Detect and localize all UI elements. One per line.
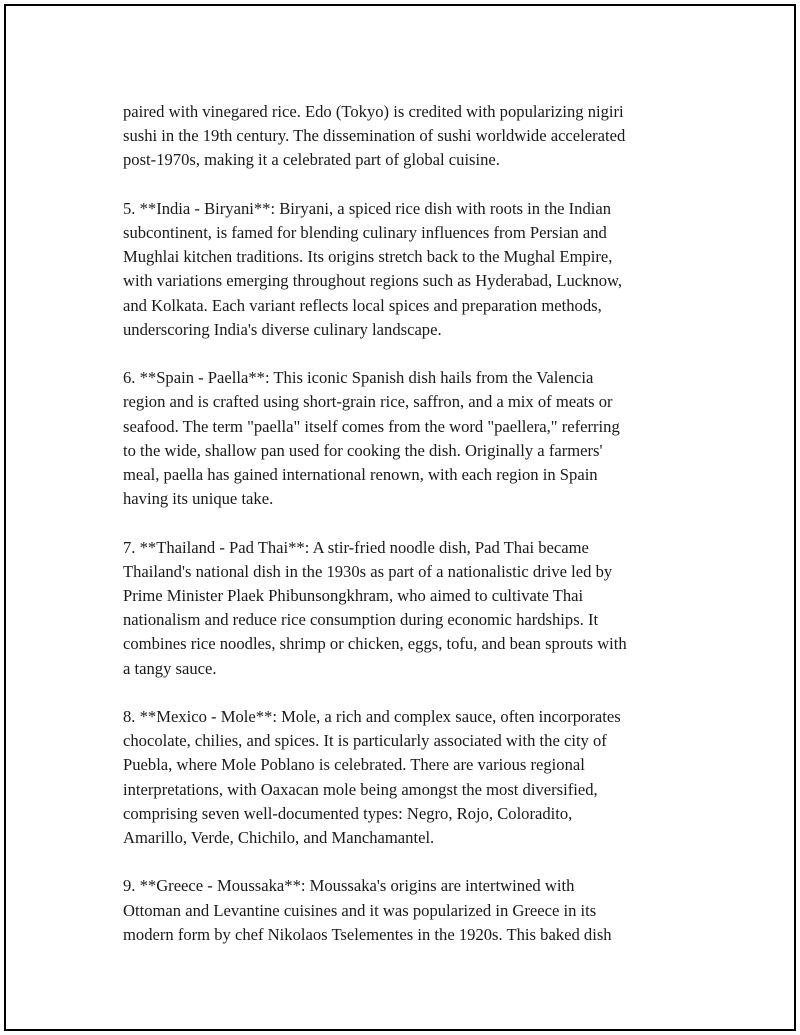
text-line: modern form by chef Nikolaos Tselementes in the 1920s. This baked dish bbox=[123, 924, 612, 944]
paragraph-sushi-continued bbox=[123, 100, 693, 173]
text-line: Mughlai kitchen traditions. Its origins stretch back to the Mughal Empire, bbox=[123, 247, 613, 267]
text-line: Prime Minister Plaek Phibunsongkhram, who aimed to cultivate Thai bbox=[123, 586, 584, 606]
paragraph-india-biryani bbox=[123, 197, 693, 342]
text-line: interpretations, with Oaxacan mole being amongst the most diversified, bbox=[123, 779, 598, 799]
document-body bbox=[123, 100, 693, 971]
text-line: comprising seven well-documented types: Negro, Rojo, Coloradito, bbox=[123, 803, 573, 823]
text-line: a tangy sauce. bbox=[123, 658, 217, 678]
text-line: Ottoman and Levantine cuisines and it was popularized in Greece in its bbox=[123, 900, 597, 920]
text-line: having its unique take. bbox=[123, 489, 274, 509]
text-line: post-1970s, making it a celebrated part of global cuisine. bbox=[123, 150, 500, 170]
text-line: seafood. The term "paella" itself comes from the word "paellera," referring bbox=[123, 416, 620, 436]
text-line: with variations emerging throughout regions such as Hyderabad, Lucknow, bbox=[123, 271, 623, 291]
text-line: to the wide, shallow pan used for cooking the dish. Originally a farmers' bbox=[123, 440, 603, 460]
text-line: chocolate, chilies, and spices. It is particularly associated with the city of bbox=[123, 731, 607, 751]
paragraph-spain-paella bbox=[123, 366, 693, 511]
text-line: nationalism and reduce rice consumption during economic hardships. It bbox=[123, 610, 599, 630]
text-line: Amarillo, Verde, Chichilo, and Manchamantel. bbox=[123, 828, 435, 848]
text-line: combines rice noodles, shrimp or chicken, eggs, tofu, and bean sprouts with bbox=[123, 634, 627, 654]
text-line: 5. **India - Biryani**: Biryani, a spiced rice dish with roots in the Indian bbox=[123, 198, 612, 218]
paragraph-mexico-mole bbox=[123, 705, 693, 850]
text-line: Puebla, where Mole Poblano is celebrated. There are various regional bbox=[123, 755, 585, 775]
text-line: and Kolkata. Each variant reflects local spices and preparation methods, bbox=[123, 295, 602, 315]
text-line: Thailand's national dish in the 1930s as part of a nationalistic drive led by bbox=[123, 561, 613, 581]
text-line: 8. **Mexico - Mole**: Mole, a rich and complex sauce, often incorporates bbox=[123, 707, 621, 727]
text-line: 6. **Spain - Paella**: This iconic Spanish dish hails from the Valencia bbox=[123, 368, 594, 388]
text-line: region and is crafted using short-grain rice, saffron, and a mix of meats or bbox=[123, 392, 613, 412]
page-frame bbox=[4, 4, 796, 1031]
text-line: 7. **Thailand - Pad Thai**: A stir-fried noodle dish, Pad Thai became bbox=[123, 537, 589, 557]
text-line: 9. **Greece - Moussaka**: Moussaka's origins are intertwined with bbox=[123, 876, 575, 896]
text-line: paired with vinegared rice. Edo (Tokyo) is credited with popularizing nigiri bbox=[123, 102, 624, 121]
paragraph-greece-moussaka bbox=[123, 874, 693, 947]
text-line: underscoring India's diverse culinary landscape. bbox=[123, 319, 442, 339]
text-line: subcontinent, is famed for blending culinary influences from Persian and bbox=[123, 223, 607, 242]
paragraph-thailand-pad-thai bbox=[123, 536, 693, 681]
text-line: meal, paella has gained international renown, with each region in Spain bbox=[123, 465, 598, 485]
text-line: sushi in the 19th century. The dissemination of sushi worldwide accelerated bbox=[123, 126, 626, 146]
